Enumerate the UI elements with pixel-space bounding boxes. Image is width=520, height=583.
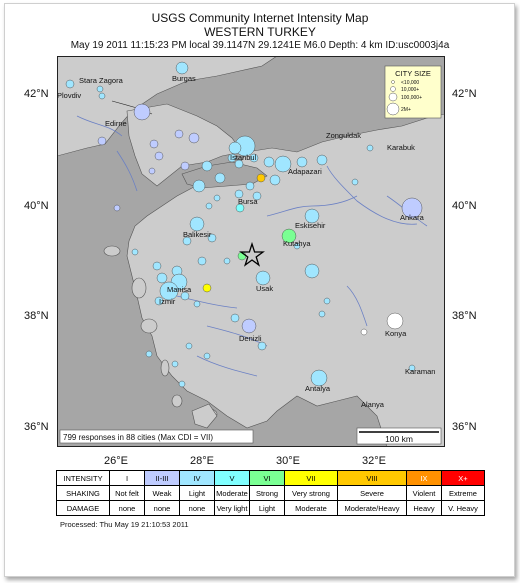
damage-cell: Heavy xyxy=(407,501,442,516)
marker xyxy=(202,161,212,171)
marker xyxy=(324,298,330,304)
marker xyxy=(134,104,150,120)
lat-label-38-left: 38°N xyxy=(24,310,49,322)
intensity-cell: VII xyxy=(285,471,338,486)
city-label: Stara Zagora xyxy=(79,76,123,85)
marker xyxy=(194,301,200,307)
city-label: Edirne xyxy=(105,119,127,128)
marker xyxy=(224,258,230,264)
marker xyxy=(256,271,270,285)
marker xyxy=(270,175,280,185)
map-title: USGS Community Internet Intensity Map xyxy=(151,11,369,25)
city-label: Konya xyxy=(385,329,407,338)
marker xyxy=(387,313,403,329)
damage-cell: V. Heavy xyxy=(442,501,485,516)
intensity-cell: X+ xyxy=(442,471,485,486)
responses-note: 799 responses in 88 cities (Max CDI = VII) xyxy=(63,433,214,442)
marker xyxy=(231,314,239,322)
shaking-cell: Weak xyxy=(145,486,180,501)
marker xyxy=(114,205,120,211)
marker xyxy=(97,86,103,92)
intensity-row xyxy=(57,471,485,486)
scale-bar-label: 100 km xyxy=(385,434,413,444)
scale-bar xyxy=(357,428,441,444)
marker xyxy=(186,343,192,349)
lon-label-32: 32°E xyxy=(362,455,386,467)
island-3 xyxy=(141,319,157,333)
marker xyxy=(189,133,199,143)
marker xyxy=(172,361,178,367)
shaking-row xyxy=(57,486,485,501)
intensity-map xyxy=(57,56,445,447)
intensity-cell: IX xyxy=(407,471,442,486)
damage-row xyxy=(57,501,485,516)
marker xyxy=(149,168,155,174)
marker xyxy=(264,157,274,167)
marker xyxy=(99,93,105,99)
island-5 xyxy=(172,395,182,407)
marker xyxy=(367,145,373,151)
city-label: Eskisehir xyxy=(295,221,326,230)
marker xyxy=(204,353,210,359)
event-info: May 19 2011 11:15:23 PM local 39.1147N 29.1241E M6.0 Depth: 4 km ID:usc0003j4a xyxy=(70,40,450,51)
island-2 xyxy=(132,278,146,298)
shaking-cell: Very strong xyxy=(285,486,338,501)
marker xyxy=(317,155,327,165)
marker xyxy=(198,257,206,265)
marker xyxy=(175,130,183,138)
marker xyxy=(352,179,358,185)
city-label: Zonguldak xyxy=(326,131,362,140)
city-size-item: <10,000 xyxy=(401,80,420,86)
city-label: Izmir xyxy=(159,297,176,306)
lon-label-26: 26°E xyxy=(104,455,128,467)
lat-label-42-left: 42°N xyxy=(24,88,49,100)
city-label: Plovdiv xyxy=(57,91,82,100)
intensity-legend xyxy=(56,470,485,516)
marker xyxy=(66,80,74,88)
city-label: Adapazari xyxy=(288,167,322,176)
marker xyxy=(193,180,205,192)
shaking-header: SHAKING xyxy=(57,486,110,501)
intensity-cell: VI xyxy=(250,471,285,486)
island-1 xyxy=(104,246,120,256)
marker xyxy=(176,62,188,74)
processed-timestamp: Processed: Thu May 19 21:10:53 2011 xyxy=(60,520,189,529)
intensity-cell: VIII xyxy=(338,471,407,486)
city-label: Bursa xyxy=(238,197,258,206)
marker xyxy=(181,162,189,170)
lat-label-40-right: 40°N xyxy=(452,200,477,212)
marker xyxy=(98,137,106,145)
city-size-title: CITY SIZE xyxy=(395,69,431,78)
city-label: Ankara xyxy=(400,213,424,222)
marker xyxy=(246,182,254,190)
city-size-item: 10,000+ xyxy=(401,87,420,93)
marker xyxy=(146,351,152,357)
city-label: Alanya xyxy=(361,400,384,409)
city-label: Karaman xyxy=(405,367,436,376)
damage-cell: Light xyxy=(250,501,285,516)
city-label: Balikesir xyxy=(183,230,212,239)
marker xyxy=(214,195,220,201)
marker xyxy=(132,249,138,255)
city-label: Manisa xyxy=(167,285,192,294)
marker xyxy=(242,319,256,333)
intensity-cell: II-III xyxy=(145,471,180,486)
city-size-legend xyxy=(385,66,441,118)
shaking-cell: Strong xyxy=(250,486,285,501)
city-label: Karabuk xyxy=(387,143,415,152)
marker xyxy=(153,262,161,270)
marker xyxy=(258,342,266,350)
lon-label-30: 30°E xyxy=(276,455,300,467)
lat-label-36-right: 36°N xyxy=(452,421,477,433)
city-size-item: 100,000+ xyxy=(401,95,422,101)
city-size-item: 2M+ xyxy=(401,107,411,113)
lat-label-38-right: 38°N xyxy=(452,310,477,322)
damage-header: DAMAGE xyxy=(57,501,110,516)
map-region: WESTERN TURKEY xyxy=(204,25,316,39)
island-4 xyxy=(161,360,169,376)
marker xyxy=(150,140,158,148)
damage-cell: Very light xyxy=(215,501,250,516)
city-label: Kutahya xyxy=(283,239,311,248)
shaking-cell: Severe xyxy=(338,486,407,501)
intensity-cell: I xyxy=(110,471,145,486)
intensity-cell: IV xyxy=(180,471,215,486)
marker xyxy=(361,329,367,335)
marker xyxy=(155,152,163,160)
damage-cell: none xyxy=(110,501,145,516)
intensity-cell: V xyxy=(215,471,250,486)
damage-cell: none xyxy=(145,501,180,516)
lat-label-40-left: 40°N xyxy=(24,200,49,212)
city-label: Usak xyxy=(256,284,274,293)
marker xyxy=(179,381,185,387)
shaking-cell: Light xyxy=(180,486,215,501)
marker xyxy=(203,284,211,292)
marker xyxy=(190,217,204,231)
damage-cell: Moderate xyxy=(285,501,338,516)
marker xyxy=(319,311,325,317)
marker xyxy=(215,173,225,183)
city-label: Denizli xyxy=(239,334,262,343)
damage-cell: Moderate/Heavy xyxy=(338,501,407,516)
intensity-header: INTENSITY xyxy=(57,471,110,486)
city-label: Burgas xyxy=(172,74,196,83)
lon-label-28: 28°E xyxy=(190,455,214,467)
marker xyxy=(257,174,265,182)
damage-cell: none xyxy=(180,501,215,516)
shaking-cell: Not felt xyxy=(110,486,145,501)
city-label: Istanbul xyxy=(230,153,257,162)
marker xyxy=(206,203,212,209)
marker xyxy=(157,273,167,283)
shaking-cell: Moderate xyxy=(215,486,250,501)
marker xyxy=(297,157,307,167)
shaking-cell: Extreme xyxy=(442,486,485,501)
marker xyxy=(305,264,319,278)
lat-label-42-right: 42°N xyxy=(452,88,477,100)
city-label: Antalya xyxy=(305,384,331,393)
lat-label-36-left: 36°N xyxy=(24,421,49,433)
shaking-cell: Violent xyxy=(407,486,442,501)
